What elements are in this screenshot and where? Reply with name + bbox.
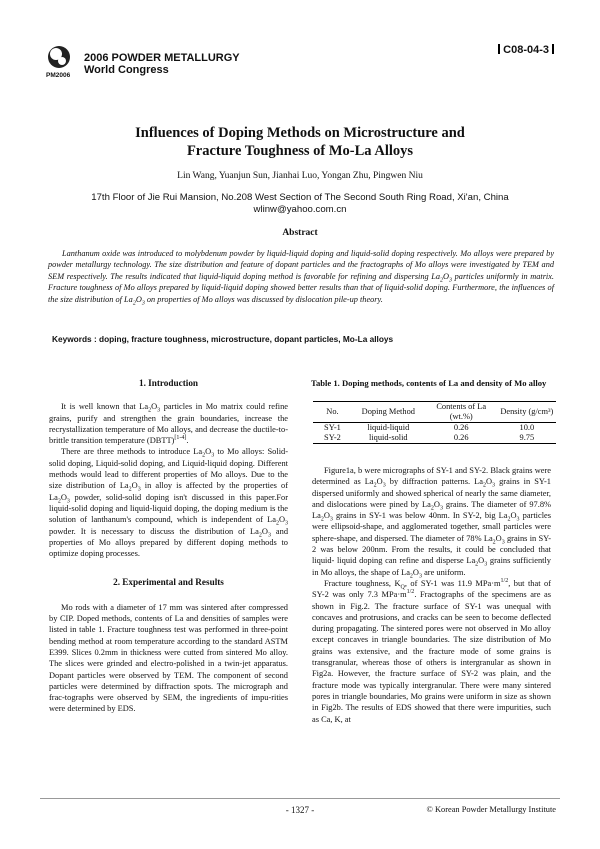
- table-cell: 9.75: [498, 433, 556, 444]
- left-column: [49, 378, 288, 715]
- conference-line-1: 2006 POWDER METALLURGY: [84, 52, 240, 64]
- affiliation-block: [0, 192, 600, 216]
- authors: Lin Wang, Yuanjun Sun, Jianhai Luo, Yongan Zhu, Pingwen Niu: [177, 171, 423, 181]
- intro-paragraph-1: It is well known that $La_2O_3$ particles in Mo matrix could refine grains, purify and strengthen the grain boundaries, increase the recrystallization temperature of Mo alloys, and decrease the ductile-to-brittle transition temperature (DBTT)[1-4].: [49, 402, 289, 446]
- table-cell: liquid-liquid: [367, 423, 410, 432]
- results-paragraph-1: Figure1a, b were micrographs of SY-1 and SY-2. Black grains were determined as $La_2O_3$ by diffraction patterns. $La_2O_3$ grains in SY-1 dispersed uniformly and showed spherical of nearly the same diameter, and dislocations were pined by $La_2O_3$ grains. The diameter of 97.8% $La_2O_3$ grains in SY-1 was below 40nm. In SY-2, big $La_2O_3$ particles were ellipsoid-shape, and agglomerated together, small particles were sphere-shape, and dispersed. The diameter of 78% $La_2O_3$ grains in SY-2 was below 200nm. From the results, it could be concluded that liquid- liquid doping can refine and disperse $La_2O_3$ grains sufficiently in Mo alloys, the shape of $La_2O_3$ are uniform.: [312, 466, 552, 580]
- footer-rule: [40, 798, 560, 799]
- right-column: [312, 465, 551, 725]
- table-header-row: [313, 402, 556, 423]
- table-1-caption: Table 1. Doping methods, contents of La and density of Mo alloy: [311, 378, 547, 388]
- table-header-cell: No.: [313, 402, 352, 423]
- intro-paragraph-2: There are three methods to introduce $La_2O_3$ to Mo alloys: Solid-solid doping, Liquid-solid doping, and Liquid-liquid doping. Different methods would lead to different properties of Mo alloys. Due to the size distribution of $La_2O_3$ in alloy is affected by the properties of $La_2O_3$ powder, solid-solid doping isn't discussed in this paper.For liquid-solid doping and liquid-liquid doping, the doping medium is the solution of lanthanum's compound, which is independent of $La_2O_3$ powder. It is necessary to discuss the distribution of $La_2O_3$ and properties of Mo alloys prepared by different doping methods to optimize doping processes.: [49, 447, 289, 559]
- table-header-cell: Density (g/cm³): [498, 402, 556, 423]
- table-cell: 10.0: [519, 423, 535, 432]
- conference-line-2: World Congress: [84, 64, 169, 76]
- section-1-heading: 1. Introduction: [138, 378, 199, 388]
- abstract-heading: Abstract: [282, 228, 318, 238]
- table-cell: SY-2: [313, 433, 352, 444]
- keywords: Keywords : doping, fracture toughness, microstructure, dopant particles, Mo-La alloys: [52, 334, 394, 344]
- conference-name: [84, 52, 240, 76]
- copyright: © Korean Powder Metallurgy Institute: [426, 805, 556, 814]
- results-paragraph-2: Fracture toughness, $K_Q$, of SY-1 was 11.9 $MPa\cdot m^{1/2}$, but that of SY-2 was only 7.3 $MPa\cdot m^{1/2}$. Fractographs of the specimens are as shown in Fig.2. The fracture surface of SY-1 was unequal with concaves and protrusions, and cracks can be seen to become deflected during propagating. The sintered pores were not observed in Mo alloy except concaves in triangle boundaries. The size distribution of Mo grains was extensive, and the fracture mode of some grains is transgranular, whereas those of others is intergranular as shown in Fig2a. However, the fracture surface of SY-2 was plain, and the fracture mode was typically intergranular. There were many sintered pores in triangle boundaries, Mo grains were uniform in size as shown in Fig2b. The results of EDS showed that there were impurities, such as Ca, K, at: [312, 578, 551, 724]
- table-header-cell: Doping Method: [352, 402, 425, 423]
- table-cell: SY-1: [324, 423, 341, 432]
- table-header-cell: Contents of La (wt.%): [425, 402, 498, 423]
- logo-text: PM2006: [46, 72, 71, 79]
- paper-code-text: C08-04-3: [503, 44, 549, 56]
- paper-title: [0, 124, 600, 160]
- page-number: - 1327 -: [285, 805, 315, 815]
- table-1: [313, 401, 556, 444]
- table-cell: liquid-solid: [352, 433, 425, 444]
- affiliation: 17th Floor of Jie Rui Mansion, No.208 West Section of The Second South Ring Road, Xi'an, China: [91, 192, 509, 203]
- paper-code: [498, 44, 554, 56]
- title-line-1: Influences of Doping Methods on Microstructure and: [135, 125, 465, 141]
- title-line-2: Fracture Toughness of Mo-La Alloys: [186, 143, 414, 159]
- abstract-text: Lanthanum oxide was introduced to molybdenum powder by liquid-liquid doping and liquid-solid doping respectively. Mo alloys were prepared by powder metallurgy technology. The size distribution and feature of dopant particles and the fractographs of Mo alloys were investigated by TEM and SEM respectively. The results indicated that liquid-liquid doping method is favorable for refining and dispersing $La_2O_3$ particles uniformly in matrix. Fracture toughness of Mo alloys prepared by liquid-liquid doping showed better results than that of liquid-solid doping. Furthermore, the influences of the size distribution of $La_2O_3$ on properties of Mo alloys was discussed by dislocation pile-up theory.: [48, 249, 554, 307]
- table-row: [313, 423, 556, 434]
- experimental-paragraph-1: Mo rods with a diameter of 17 mm was sintered after compressed by CIP. Doped methods, contents of La and densities of samples were listed in table 1. Fracture toughness test was performed in three-point bending method at room temperature according to the standard ASTM E399. Slices 0.2mm in thickness were cutted from sintered Mo alloy. The slices were grinded and electro-polished in a twin-jet apparatus. Dopant particles were observed by TEM. The component of second particles were determined by diffraction spots. The micrograph and frac-tographs were observed by SEM, the ingredients of impu-rities were determined by EDS.: [49, 602, 288, 714]
- table-row: [313, 433, 556, 444]
- section-2-heading: 2. Experimental and Results: [113, 577, 224, 588]
- email: wlinw@yahoo.com.cn: [253, 204, 347, 215]
- table-cell: 0.26: [453, 423, 469, 432]
- table-cell: 0.26: [425, 433, 498, 444]
